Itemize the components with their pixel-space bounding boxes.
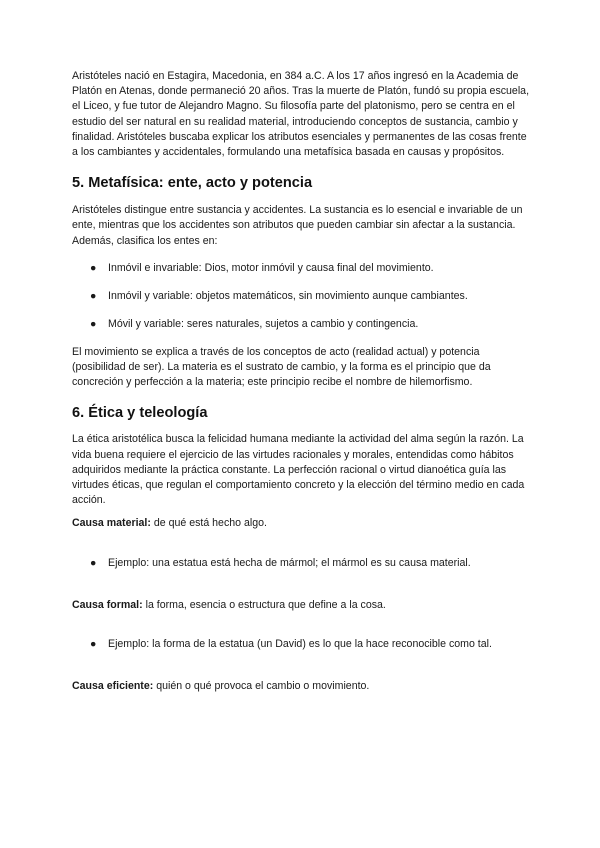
entes-list — [72, 261, 534, 332]
list-item — [72, 317, 534, 332]
causa-formal-label: Causa formal: — [72, 598, 143, 611]
document-page — [72, 69, 534, 718]
causa-material-label: Causa material: — [72, 517, 151, 530]
section-6-heading: 6. Ética y teleología — [72, 405, 208, 422]
causa-eficiente-text: quién o qué provoca el cambio o movimiento. — [153, 679, 370, 692]
causa-material — [72, 516, 534, 531]
section-5-heading: 5. Metafísica: ente, acto y potencia — [72, 175, 313, 192]
list-item-text: Inmóvil e invariable: Dios, motor inmóvil y causa final del movimiento. — [108, 261, 434, 274]
list-item — [72, 637, 534, 652]
list-item — [72, 556, 534, 571]
list-item-text: Ejemplo: una estatua está hecha de mármol; el mármol es su causa material. — [108, 556, 471, 569]
causa-formal-example-list — [72, 637, 534, 652]
list-item-text: Inmóvil y variable: objetos matemáticos, sin movimiento aunque cambiantes. — [108, 289, 468, 302]
etica-paragraph: La ética aristotélica busca la felicidad humana mediante la actividad del alma según la razón. La vida buena requiere el ejercicio de las virtudes racionales y morales, entendidas como hábitos adquiridos mediante la práctica constante. La perfección racional o virtud dianoética guía las virtudes éticas, que regulan el comportamiento concreto y la elección del término medio en cada acción. — [72, 433, 525, 507]
bullet-icon: ● — [90, 317, 97, 330]
causa-material-text: de qué está hecho algo. — [150, 517, 267, 530]
intro-paragraph: Aristóteles nació en Estagira, Macedonia, en 384 a.C. A los 17 años ingresó en la Academia de Platón en Atenas, donde permaneció 20 años. Tras la muerte de Platón, fundó su propia escuela, el Liceo, y fue tutor de Alejandro Magno. Su filosofía parte del platonismo, pero se centra en el estudio del ser natural en su realidad material, introduciendo conceptos de sustancia, cambio y finalidad. Aristóteles buscaba explicar los atributos esenciales y permanentes de las cosas frente a los cambiantes y accidentales, formulando una metafísica basada en causas y propósitos. — [72, 70, 530, 159]
bullet-icon: ● — [90, 556, 97, 569]
list-item — [72, 289, 534, 304]
list-item-text: Móvil y variable: seres naturales, sujetos a cambio y contingencia. — [108, 317, 419, 330]
bullet-icon: ● — [90, 637, 97, 650]
causa-material-example-list — [72, 556, 534, 571]
causa-formal — [72, 598, 534, 613]
bullet-icon: ● — [90, 261, 97, 274]
section-5-paragraph: Aristóteles distingue entre sustancia y accidentes. La sustancia es lo esencial e invariable de un ente, mientras que los accidentes son atributos que pueden cambiar sin afectar a la sustancia. Además, clasifica los entes en: — [72, 204, 523, 247]
causa-eficiente — [72, 679, 534, 694]
bullet-icon: ● — [90, 289, 97, 302]
list-item-text: Ejemplo: la forma de la estatua (un David) es lo que la hace reconocible como tal. — [108, 637, 492, 650]
causa-eficiente-label: Causa eficiente: — [72, 679, 154, 692]
causa-formal-text: la forma, esencia o estructura que define a la cosa. — [142, 598, 386, 611]
list-item — [72, 261, 534, 276]
movimiento-paragraph: El movimiento se explica a través de los conceptos de acto (realidad actual) y potencia (posibilidad de ser). La materia es el sustrato de cambio, y la forma es el principio que da concreción y perfección a la materia; este principio recibe el nombre de hilemorfismo. — [72, 345, 491, 389]
